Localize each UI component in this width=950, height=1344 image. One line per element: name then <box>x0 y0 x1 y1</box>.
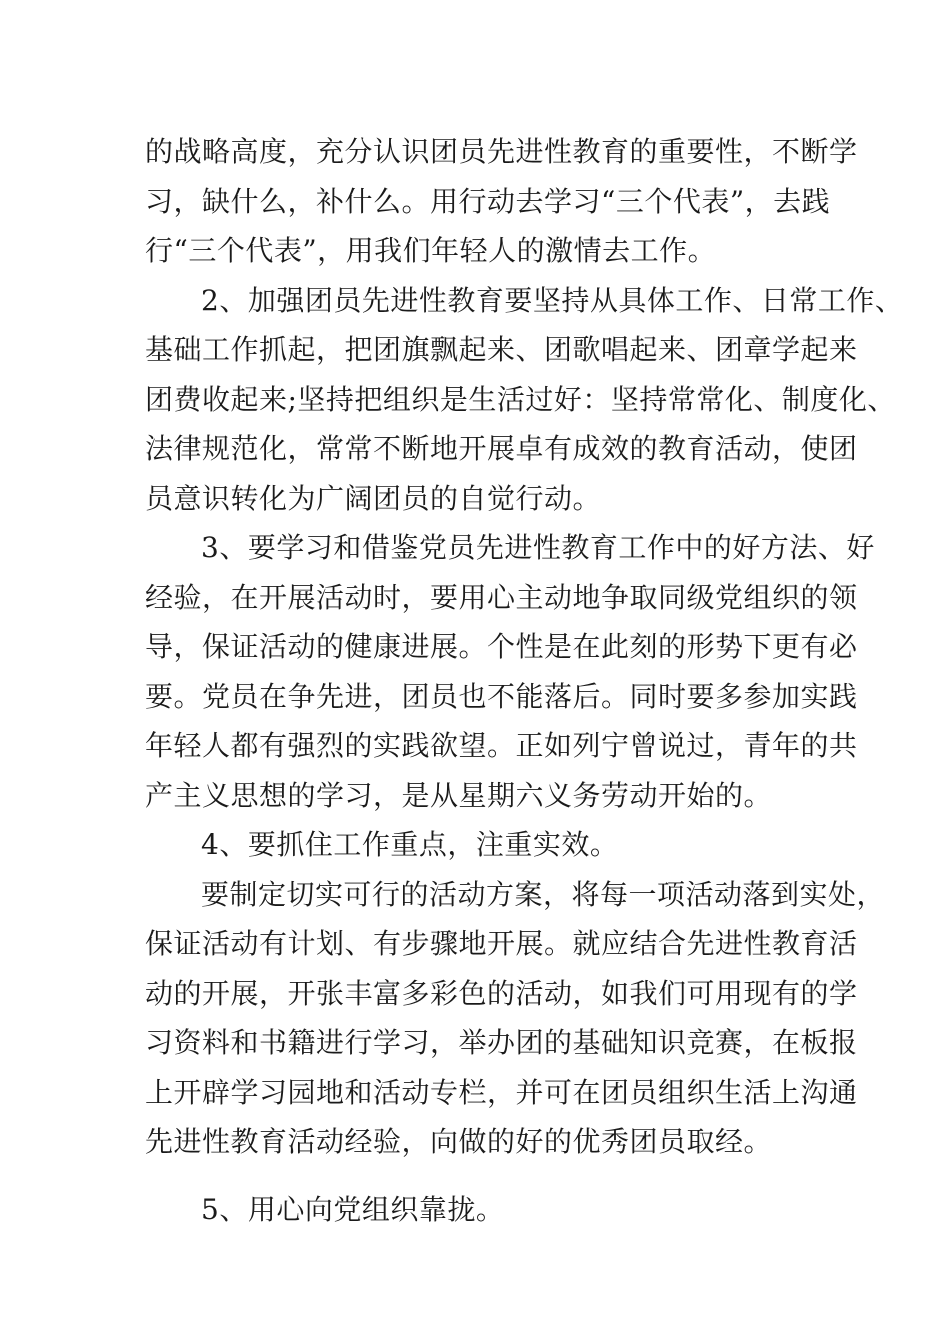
paragraph-5-line-5: 上开辟学习园地和活动专栏，并可在团员组织生活上沟通 <box>145 1075 858 1109</box>
paragraph-1-line-2: 习，缺什么，补什么。用行动去学习“三个代表”，去践 <box>145 184 831 218</box>
paragraph-spacer <box>145 1167 825 1185</box>
paragraph-6-heading: 5、用心向党组织靠拢。 <box>201 1192 505 1226</box>
paragraph-5-line-2: 保证活动有计划、有步骤地开展。就应结合先进性教育活 <box>145 927 858 960</box>
paragraph-1-line-3: 行“三个代表”，用我们年轻人的激情去工作。 <box>145 234 717 267</box>
paragraph-3-line-6: 产主义思想的学习，是从星期六义务劳动开始的。 <box>145 778 773 812</box>
paragraph-3-line-2: 经验，在开展活动时，要用心主动地争取同级党组织的领 <box>145 580 858 614</box>
paragraph-3-line-3: 导，保证活动的健康进展。个性是在此刻的形势下更有必 <box>145 630 858 663</box>
document-body <box>145 127 904 1234</box>
paragraph-3-line-1: 3、要学习和借鉴党员先进性教育工作中的好方法、好 <box>201 531 875 564</box>
paragraph-2-line-4: 法律规范化，常常不断地开展卓有成效的教育活动，使团 <box>145 432 858 465</box>
paragraph-2-line-1: 2、加强团员先进性教育要坚持从具体工作、日常工作、 <box>201 283 904 317</box>
paragraph-3-line-5: 年轻人都有强烈的实践欲望。正如列宁曾说过，青年的共 <box>145 729 858 762</box>
paragraph-2-line-3: 团费收起来;坚持把组织是生活过好：坚持常常化、制度化、 <box>145 382 896 416</box>
paragraph-2-line-2: 基础工作抓起，把团旗飘起来、团歌唱起来、团章学起来 <box>145 333 858 366</box>
paragraph-2-line-5: 员意识转化为广阔团员的自觉行动。 <box>145 481 602 515</box>
paragraph-4-heading: 4、要抓住工作重点，注重实效。 <box>201 828 619 861</box>
paragraph-5-line-1: 要制定切实可行的活动方案，将每一项活动落到实处， <box>201 877 886 911</box>
paragraph-5-line-4: 习资料和书籍进行学习，举办团的基础知识竞赛，在板报 <box>145 1026 858 1059</box>
paragraph-3-line-4: 要。党员在争先进，团员也不能落后。同时要多参加实践 <box>145 679 858 713</box>
paragraph-1-line-1: 的战略高度，充分认识团员先进性教育的重要性，不断学 <box>145 135 858 168</box>
paragraph-5-line-6: 先进性教育活动经验，向做的好的优秀团员取经。 <box>145 1125 773 1158</box>
paragraph-5-line-3: 动的开展，开张丰富多彩色的活动，如我们可用现有的学 <box>145 976 858 1010</box>
